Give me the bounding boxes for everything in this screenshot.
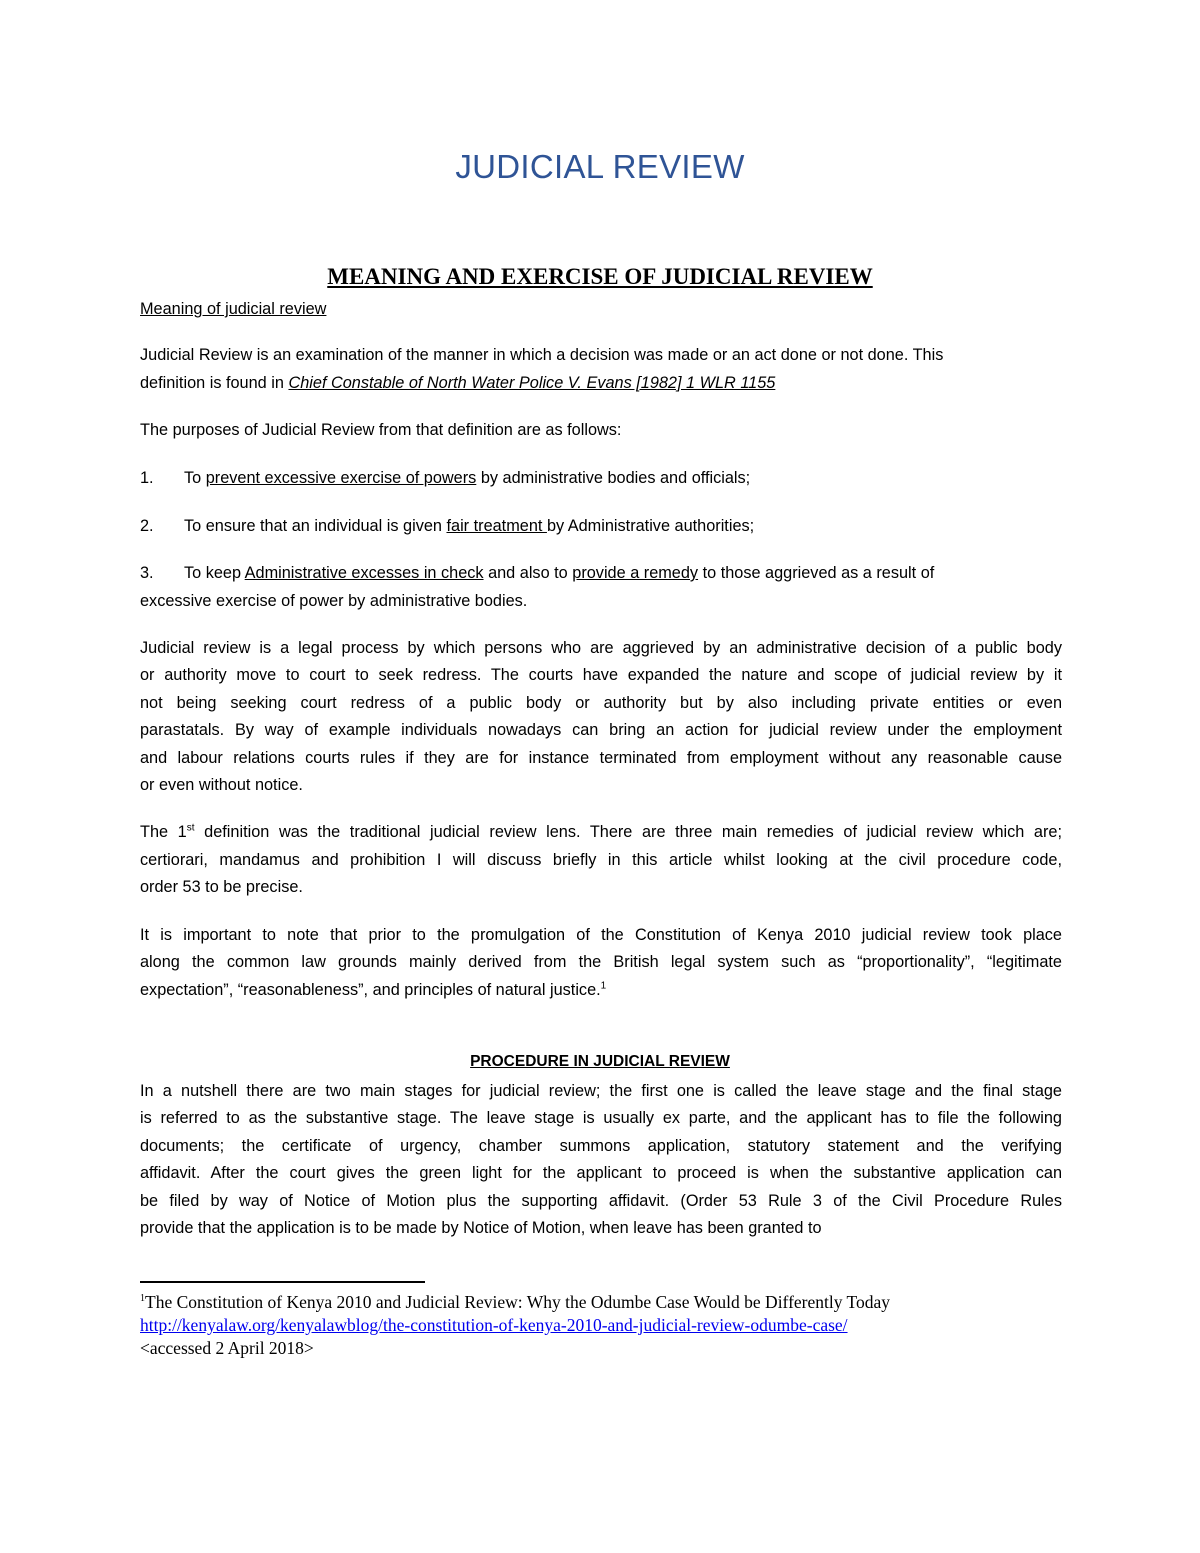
- para3-text: definition was the traditional judicial review lens. There are three main remedies of judicial review which are;: [194, 823, 1062, 841]
- purpose-text: by Administrative authorities;: [546, 517, 755, 535]
- para4-line1: It is important to note that prior to the promulgation of the Constitution of Kenya 2010 judicial review took place: [140, 926, 1062, 944]
- purpose-number: 2.: [140, 517, 154, 535]
- purpose-text: by administrative bodies and officials;: [476, 469, 751, 487]
- para2-line: Judicial review is a legal process by which persons who are aggrieved by an administrative decision of a public body: [140, 639, 1062, 657]
- para3-line2: certiorari, mandamus and prohibition I will discuss briefly in this article whilst looking at the civil procedure code,: [140, 851, 1062, 869]
- footnote-number: 1: [140, 1293, 145, 1305]
- para4-line2: along the common law grounds mainly derived from the British legal system such as “proportionality”, “legitimate: [140, 953, 1062, 971]
- para3-line3: order 53 to be precise.: [140, 878, 303, 896]
- footnote-line2: [140, 1315, 1080, 1336]
- case-citation: Chief Constable of North Water Police V. Evans [1982] 1 WLR 1155: [288, 374, 776, 392]
- purpose-underlined: prevent excessive exercise of powers: [205, 469, 477, 487]
- purpose-underlined: fair treatment: [446, 517, 547, 535]
- purpose-text: To ensure that an individual is given: [184, 517, 447, 535]
- footnote-separator: [140, 1281, 425, 1283]
- purpose-underlined: provide a remedy: [572, 564, 699, 582]
- para2-line: and labour relations courts rules if they are for instance terminated from employment without any reasonable cause: [140, 749, 1062, 767]
- purposes-intro: The purposes of Judicial Review from that definition are as follows:: [140, 421, 622, 439]
- purpose-number: 1.: [140, 469, 154, 487]
- footnote-line3: <accessed 2 April 2018>: [140, 1338, 314, 1358]
- para4-text: expectation”, “reasonableness”, and principles of natural justice.: [140, 981, 601, 999]
- purpose-text: to those aggrieved as a result of: [698, 564, 935, 582]
- purpose-number: 3.: [140, 564, 154, 582]
- para2-line: or even without notice.: [140, 776, 303, 794]
- para5-line: documents; the certificate of urgency, chamber summons application, statutory statement and the verifying: [140, 1137, 1062, 1155]
- footnote-text: The Constitution of Kenya 2010 and Judicial Review: Why the Odumbe Case Would be Differently Today: [145, 1292, 891, 1312]
- footnote-link[interactable]: http://kenyalaw.org/kenyalawblog/the-constitution-of-kenya-2010-and-judicial-review-odumbe-case/: [140, 1315, 848, 1335]
- para3-line1: [140, 823, 1062, 842]
- para5-line: In a nutshell there are two main stages for judicial review; the first one is called the leave stage and the final stage: [140, 1082, 1062, 1100]
- purpose-text: To: [184, 469, 206, 487]
- para3-text: The 1: [140, 823, 187, 841]
- para5-line: provide that the application is to be made by Notice of Motion, when leave has been granted to: [140, 1219, 822, 1237]
- para1-line2-prefix: definition is found in: [140, 374, 289, 392]
- para1-line1: Judicial Review is an examination of the manner in which a decision was made or an act done or not done. This: [140, 346, 944, 364]
- ordinal-superscript: st: [186, 822, 195, 834]
- para5-line: be filed by way of Notice of Motion plus the supporting affidavit. (Order 53 Rule 3 of the Civil Procedure Rules: [140, 1192, 1062, 1210]
- para5-line: is referred to as the substantive stage. The leave stage is usually ex parte, and the applicant has to file the following: [140, 1109, 1062, 1127]
- procedure-heading: PROCEDURE IN JUDICIAL REVIEW: [470, 1053, 730, 1070]
- section-heading: MEANING AND EXERCISE OF JUDICIAL REVIEW: [327, 264, 873, 289]
- document-title: JUDICIAL REVIEW: [455, 148, 745, 185]
- para1-line2: [140, 374, 775, 393]
- footnote-reference[interactable]: 1: [600, 980, 607, 992]
- purpose-text: and also to: [483, 564, 573, 582]
- para5-line: affidavit. After the court gives the green light for the applicant to proceed is when the substantive application can: [140, 1164, 1062, 1182]
- subheading-meaning: Meaning of judicial review: [140, 300, 327, 318]
- purpose-text: To keep: [184, 564, 245, 582]
- purpose-3-continuation: excessive exercise of power by administrative bodies.: [140, 592, 528, 610]
- para4-line3: [140, 981, 606, 1000]
- para2-line: parastatals. By way of example individuals nowadays can bring an action for judicial review under the employment: [140, 721, 1062, 739]
- para2-line: not being seeking court redress of a public body or authority but by also including private entities or even: [140, 694, 1062, 712]
- para2-line: or authority move to court to seek redress. The courts have expanded the nature and scope of judicial review by it: [140, 666, 1062, 684]
- footnote-line1: [140, 1292, 1080, 1313]
- purpose-underlined: Administrative excesses in check: [244, 564, 484, 582]
